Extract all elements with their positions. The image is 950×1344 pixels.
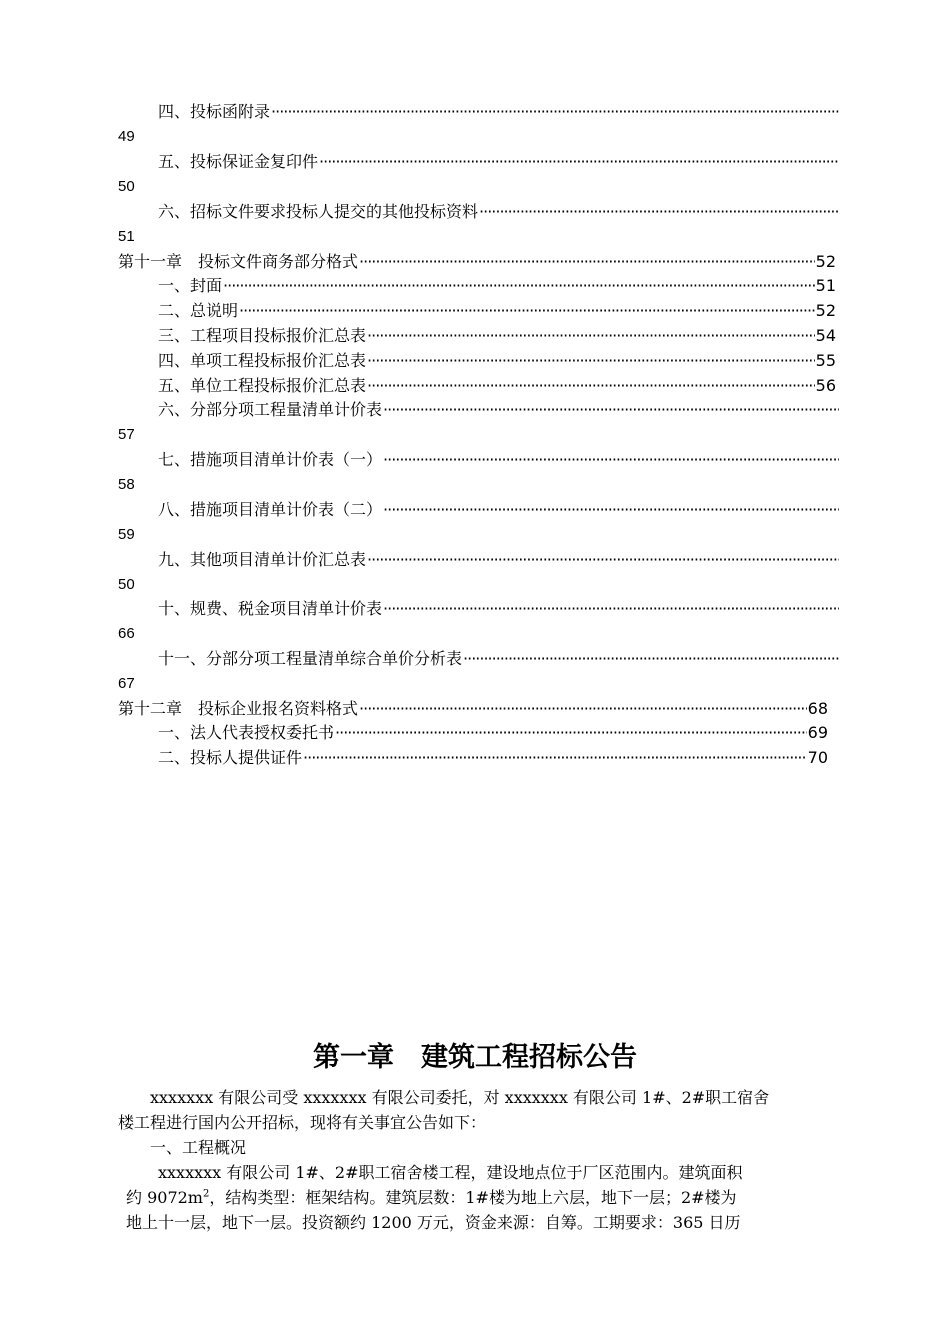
toc-entry[interactable] [158,746,828,770]
toc-leader-dots [367,349,815,373]
toc-entry[interactable] [158,548,840,572]
toc-leader-dots [335,721,807,745]
toc-entry-page: 55 [815,351,836,370]
toc-entry-title: 五、投标保证金复印件 [158,152,319,171]
toc-entry[interactable] [158,100,840,124]
toc-entry[interactable] [158,498,840,522]
toc-entry-title: 六、分部分项工程量清单计价表 [158,400,383,419]
toc-entry[interactable] [158,274,836,298]
toc-entry-page: 66 [118,625,135,642]
toc-entry-page: 57 [118,426,135,443]
toc-leader-dots [383,498,839,522]
paragraph-line [126,1185,737,1210]
toc-leader-dots [303,746,807,770]
toc-entry-page: 54 [815,326,836,345]
toc-leader-dots [359,250,815,274]
toc-entry-title: 第十二章 投标企业报名资料格式 [118,699,359,718]
area-value: 约 9072m [126,1188,203,1207]
toc-entry[interactable] [158,398,840,422]
toc-entry-page: 52 [815,252,836,271]
toc-entry-title: 三、工程项目投标报价汇总表 [158,326,367,345]
toc-entry-title: 第十一章 投标文件商务部分格式 [118,252,359,271]
chapter-title: 第一章 建筑工程招标公告 [313,1042,637,1073]
toc-entry-title: 五、单位工程投标报价汇总表 [158,376,367,395]
toc-entry-page: 67 [118,675,135,692]
toc-entry-title: 十一、分部分项工程量清单综合单价分析表 [158,649,463,668]
paragraph-line: xxxxxxx 有限公司 1#、2#职工宿舍楼工程，建设地点位于厂区范围内。建筑面积 [126,1163,743,1182]
section-heading: 一、工程概况 [118,1138,247,1157]
toc-entry[interactable] [158,200,840,224]
toc-leader-dots [367,548,839,572]
toc-entry-title: 六、招标文件要求投标人提交的其他投标资料 [158,202,479,221]
toc-entry[interactable] [158,349,836,373]
toc-entry[interactable] [158,597,840,621]
toc-entry-page: 59 [118,526,135,543]
toc-leader-dots [359,697,807,721]
toc-leader-dots [223,274,815,298]
toc-leader-dots [367,374,815,398]
toc-entry-title: 九、其他项目清单计价汇总表 [158,550,367,569]
toc-entry-page: 50 [118,178,135,195]
toc-entry-page: 69 [807,723,828,742]
paragraph-line-rest: ，结构类型：框架结构。建筑层数：1#楼为地上六层，地下一层；2#楼为 [209,1188,737,1207]
toc-entry-title: 四、投标函附录 [158,102,271,121]
toc-leader-dots [367,324,815,348]
toc-entry[interactable] [158,299,836,323]
paragraph-line: 楼工程进行国内公开招标，现将有关事宜公告如下： [118,1113,487,1132]
toc-entry-title: 八、措施项目清单计价表（二） [158,500,383,519]
toc-entry[interactable] [158,374,836,398]
toc-entry-title: 二、投标人提供证件 [158,748,303,767]
toc-chapter-entry[interactable] [118,697,828,721]
toc-entry-page: 49 [118,128,135,145]
toc-entry-page: 58 [118,476,135,493]
paragraph-line: xxxxxxx 有限公司受 xxxxxxx 有限公司委托，对 xxxxxxx 有限公司 1#、2#职工宿舍 [118,1088,770,1107]
toc-entry-title: 一、法人代表授权委托书 [158,723,335,742]
toc-entry-page: 52 [815,301,836,320]
toc-leader-dots [479,200,839,224]
toc-entry-page: 70 [807,748,828,767]
toc-entry-title: 七、措施项目清单计价表（一） [158,450,383,469]
toc-leader-dots [383,448,839,472]
toc-entry-title: 二、总说明 [158,301,239,320]
toc-leader-dots [239,299,815,323]
toc-leader-dots [383,398,839,422]
toc-entry-title: 十、规费、税金项目清单计价表 [158,599,383,618]
toc-entry-title: 一、封面 [158,276,223,295]
toc-entry[interactable] [158,150,840,174]
toc-entry[interactable] [158,448,840,472]
toc-leader-dots [271,100,839,124]
toc-entry[interactable] [158,324,836,348]
toc-entry-page: 51 [815,276,836,295]
toc-entry-title: 四、单项工程投标报价汇总表 [158,351,367,370]
toc-chapter-entry[interactable] [118,250,836,274]
toc-entry[interactable] [158,647,840,671]
toc-leader-dots [383,597,839,621]
toc-entry-page: 68 [807,699,828,718]
toc-entry-page: 50 [118,576,135,593]
toc-entry[interactable] [158,721,828,745]
superscript-exponent: 2 [202,1188,210,1200]
toc-leader-dots [463,647,839,671]
toc-leader-dots [319,150,839,174]
toc-entry-page: 51 [118,228,135,245]
paragraph-line: 地上十一层，地下一层。投资额约 1200 万元，资金来源：自筹。工期要求：365 日历 [126,1213,741,1232]
toc-entry-page: 56 [815,376,836,395]
